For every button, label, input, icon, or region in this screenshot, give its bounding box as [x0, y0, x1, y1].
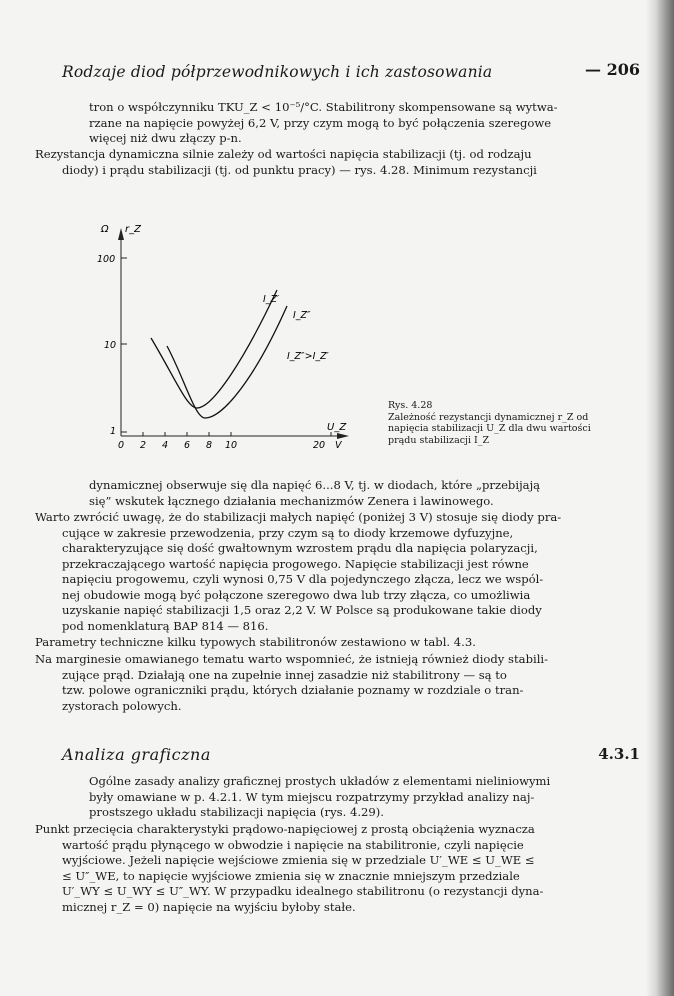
text-line: były omawiane w p. 4.2.1. W tym miejscu rozpatrzymy przykład analizy naj-: [89, 789, 535, 804]
text-line: pod nomenklaturą BAP 814 — 816.: [62, 618, 269, 633]
text-line: tzw. polowe ograniczniki prądu, których działanie poznamy w rozdziale o tran-: [62, 683, 524, 697]
paragraph-6: [35, 652, 640, 714]
x-tick-label: 20: [313, 440, 326, 451]
x-axis-arrow: [337, 433, 349, 439]
y-axis-label: r_Z: [125, 224, 141, 235]
text-line: się” wskutek łącznego działania mechanizmów Zenera i lawinowego.: [89, 493, 494, 508]
text-line: Rezystancja dynamiczna silnie zależy od wartości napięcia stabilizacji (tj. od rodzaju: [35, 147, 532, 161]
text-line: U′_WY ≤ U_WY ≤ U″_WY. W przypadku idealnego stabilitronu (o rezystancji dyna-: [62, 884, 544, 898]
paragraph-8: [35, 822, 640, 915]
text-line: zujące prąd. Działają one na zupełnie innej zasadzie niż stabilitrony — są to: [62, 667, 507, 682]
paragraph-2: [35, 147, 640, 178]
y-unit-label: Ω: [101, 224, 109, 235]
text-line: przekraczającego wartość napięcia progowego. Napięcie stabilizacji jest równe: [62, 556, 529, 571]
text-line: charakteryzujące się dość gwałtownym wzrostem prądu dla napięcia polaryzacji,: [62, 541, 538, 555]
text-line: więcej niż dwu złączy p-n.: [89, 131, 242, 145]
text-line: Punkt przecięcia charakterystyki prądowo-napięciowej z prostą obciążenia wyznacza: [35, 822, 535, 836]
text-line: nej obudowie mogą być połączone szeregowo dwa lub trzy złącza, co umożliwia: [62, 587, 531, 602]
x-tick-label: 2: [140, 440, 147, 451]
x-tick-label: 4: [162, 440, 169, 451]
text-line: Parametry techniczne kilku typowych stabilitronów zestawiono w tabl. 4.3.: [35, 635, 476, 649]
text-line: uzyskanie napięć stabilizacji 1,5 oraz 2,2 V. W Polsce są produkowane takie diody: [62, 603, 542, 617]
text-line: diody) i prądu stabilizacji (tj. od punktu pracy) — rys. 4.28. Minimum rezystancji: [62, 162, 537, 177]
text-line: Ogólne zasady analizy graficznej prostych układów z elementami nieliniowymi: [89, 774, 551, 788]
y-axis-arrow: [118, 228, 124, 240]
figure-4-28: [95, 218, 355, 458]
text-line: Warto zwrócić uwagę, że do stabilizacji małych napięć (poniżej 3 V) stosuje się diody pra-: [35, 510, 562, 524]
section-title: Analiza graficzna: [62, 745, 211, 764]
x-tick-label: 10: [225, 440, 238, 451]
curve-label: I_Z″>I_Z′: [287, 351, 329, 362]
paragraph-7: [62, 774, 640, 821]
y-tick-label: 10: [104, 340, 117, 351]
text-line: rzane na napięcie powyżej 6,2 V, przy czym mogą to być połączenia szeregowe: [89, 115, 552, 130]
running-header-title: Rodzaje diod półprzewodnikowych i ich zastosowania: [62, 63, 493, 81]
text-line: cujące w zakresie przewodzenia, przy czym są to diody krzemowe dyfuzyjne,: [62, 525, 514, 540]
running-header: [62, 62, 640, 81]
text-line: napięciu progowemu, czyli wynosi 0,75 V dla pojedynczego złącza, lecz we wspól-: [62, 572, 544, 586]
y-tick-label: 1: [110, 426, 117, 437]
text-line: wyjściowe. Jeżeli napięcie wejściowe zmienia się w przedziale U′_WE ≤ U_WE ≤: [62, 853, 535, 867]
paragraph-4: [35, 510, 640, 634]
text-line: ≤ U″_WE, to napięcie wyjściowe zmienia się w znacznie mniejszym przedziale: [62, 868, 520, 883]
x-axis-label: U_Z: [327, 422, 347, 433]
text-line: dynamicznej obserwuje się dla napięć 6...8 V, tj. w diodach, które „przebijają: [89, 478, 541, 492]
page-edge-shadow: [646, 0, 674, 996]
curve-label: I_Z′: [263, 294, 280, 305]
text-line: tron o współczynniku TKU_Z < 10⁻⁵/°C. Stabilitrony skompensowane są wytwa-: [89, 100, 558, 114]
x-tick-label: 6: [184, 440, 191, 451]
caption-line: napięcia stabilizacji U_Z dla dwu wartości: [388, 423, 591, 434]
section-heading: [62, 745, 640, 764]
curve-iz-double-prime: [167, 306, 287, 418]
y-tick-label: 100: [97, 254, 116, 265]
x-tick-label: 8: [206, 440, 213, 451]
caption-line: prądu stabilizacji I_Z: [388, 434, 490, 446]
curve-label: I_Z″: [293, 310, 311, 321]
paragraph-3: [62, 478, 640, 509]
x-tick-label: 0: [118, 440, 125, 451]
text-line: prostszego układu stabilizacji napięcia (rys. 4.29).: [89, 805, 384, 819]
figure-caption: [388, 400, 638, 446]
caption-line: Zależność rezystancji dynamicznej r_Z od: [388, 411, 589, 423]
figure-number: Rys. 4.28: [388, 400, 433, 411]
text-line: Na marginesie omawianego tematu warto wspomnieć, że istnieją również diody stabili-: [35, 652, 549, 666]
x-unit-label: V: [335, 440, 342, 451]
text-line: wartość prądu płynącego w obwodzie i napięcie na stabilitronie, czyli napięcie: [62, 837, 524, 852]
text-line: zystorach polowych.: [62, 698, 182, 713]
paragraph-1: [62, 100, 640, 147]
page-number: — 206: [585, 60, 640, 79]
paragraph-5: [35, 635, 640, 651]
text-line: micznej r_Z = 0) napięcie na wyjściu byłoby stałe.: [62, 899, 356, 914]
section-number: 4.3.1: [598, 745, 640, 763]
curve-iz-prime: [151, 290, 277, 408]
